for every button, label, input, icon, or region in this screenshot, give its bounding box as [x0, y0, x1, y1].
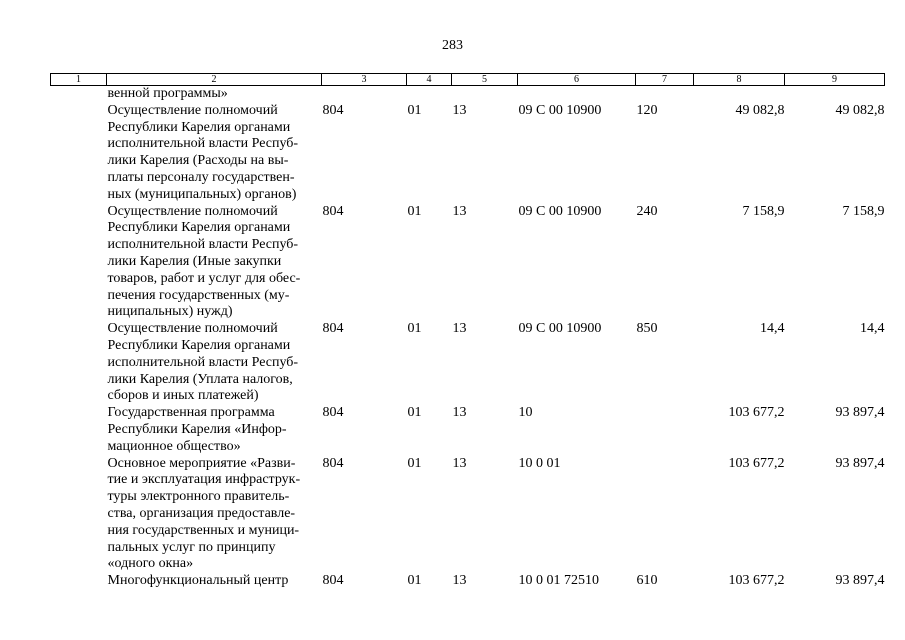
row-number-cell [51, 573, 107, 590]
row-number-cell [51, 103, 107, 204]
target-article-code: 09 С 00 10900 [518, 102, 602, 118]
subsection-code: 13 [452, 321, 467, 337]
table-row [51, 86, 885, 103]
subsection-code: 13 [452, 573, 467, 589]
target-article-code: 09 С 00 10900 [518, 321, 602, 337]
subsection-code: 13 [452, 405, 467, 421]
expense-type-code: 240 [636, 203, 658, 219]
section-code: 01 [407, 321, 422, 337]
table-row [51, 456, 885, 574]
column-header: 1 [51, 74, 107, 86]
section-code: 01 [407, 573, 422, 589]
expense-type-code [636, 456, 694, 574]
ministry-code: 804 [322, 405, 344, 421]
amount-year-2: 93 897,4 [835, 405, 885, 421]
target-article-code: 09 С 00 10900 [518, 203, 602, 219]
budget-table [50, 73, 885, 590]
target-article-code: 10 0 01 [518, 455, 561, 471]
column-header: 7 [636, 74, 694, 86]
row-number-cell [51, 456, 107, 574]
amount-year-2: 49 082,8 [835, 102, 885, 118]
row-description: Основное мероприятие «Разви- тие и эксплуатация инфраструк- туры электронного правитель- ства, организация предоставле- ния государственных и муници- пальных услуг по принципу «одного окна» [107, 455, 301, 572]
ministry-code: 804 [322, 455, 344, 471]
target-article-code: 10 0 01 72510 [518, 573, 599, 589]
amount-year-2: 93 897,4 [835, 573, 885, 589]
row-description: Осуществление полномочий Республики Карелия органами исполнительной власти Респуб- лики Карелия (Расходы на вы- платы персоналу государствен- ных (муниципальных) органов) [107, 102, 299, 202]
subsection-code: 13 [452, 102, 467, 118]
expense-type-code [636, 86, 694, 103]
amount-year-2: 93 897,4 [835, 455, 885, 471]
table-row [51, 321, 885, 405]
section-code: 01 [407, 102, 422, 118]
amount-year-1: 103 677,2 [728, 455, 785, 471]
row-number-cell [51, 321, 107, 405]
page-number: 283 [442, 38, 463, 53]
amount-year-1: 49 082,8 [735, 102, 785, 118]
expense-type-code [636, 405, 694, 455]
expense-type-code: 850 [636, 321, 658, 337]
column-header: 6 [518, 74, 636, 86]
row-number-cell [51, 405, 107, 455]
row-description: Осуществление полномочий Республики Карелия органами исполнительной власти Респуб- лики Карелия (Уплата налогов, сборов и иных платежей) [107, 321, 299, 404]
row-description: Государственная программа Республики Карелия «Инфор- мационное общество» [107, 405, 287, 454]
amount-year-1 [694, 86, 785, 103]
section-code [407, 86, 452, 103]
amount-year-1: 103 677,2 [728, 405, 785, 421]
expense-type-code: 120 [636, 102, 658, 118]
section-code: 01 [407, 203, 422, 219]
subsection-code: 13 [452, 455, 467, 471]
target-article-code: 10 [518, 405, 533, 421]
ministry-code: 804 [322, 203, 344, 219]
ministry-code: 804 [322, 321, 344, 337]
ministry-code: 804 [322, 102, 344, 118]
section-code: 01 [407, 455, 422, 471]
amount-year-2 [785, 86, 885, 103]
row-description: Многофункциональный центр [107, 573, 289, 589]
column-header: 8 [694, 74, 785, 86]
column-number-row [51, 74, 885, 86]
column-header: 3 [322, 74, 407, 86]
table-row [51, 405, 885, 455]
column-header: 9 [785, 74, 885, 86]
row-description: Осуществление полномочий Республики Карелия органами исполнительной власти Респуб- лики Карелия (Иные закупки товаров, работ и услуг для обес- печения государственных (му- ниципальных) нужд) [107, 203, 301, 320]
subsection-code [452, 86, 518, 103]
amount-year-1: 7 158,9 [742, 203, 785, 219]
amount-year-2: 14,4 [860, 321, 885, 337]
target-article-code [518, 86, 636, 103]
table-row [51, 573, 885, 590]
amount-year-1: 103 677,2 [728, 573, 785, 589]
expense-type-code: 610 [636, 573, 658, 589]
subsection-code: 13 [452, 203, 467, 219]
column-header: 5 [452, 74, 518, 86]
table-row [51, 204, 885, 322]
amount-year-2: 7 158,9 [842, 203, 885, 219]
column-header: 4 [407, 74, 452, 86]
ministry-code [322, 86, 407, 103]
section-code: 01 [407, 405, 422, 421]
row-number-cell [51, 86, 107, 103]
amount-year-1: 14,4 [760, 321, 785, 337]
row-description: венной программы» [107, 86, 228, 101]
ministry-code: 804 [322, 573, 344, 589]
column-header: 2 [107, 74, 322, 86]
table-row [51, 103, 885, 204]
row-number-cell [51, 204, 107, 322]
